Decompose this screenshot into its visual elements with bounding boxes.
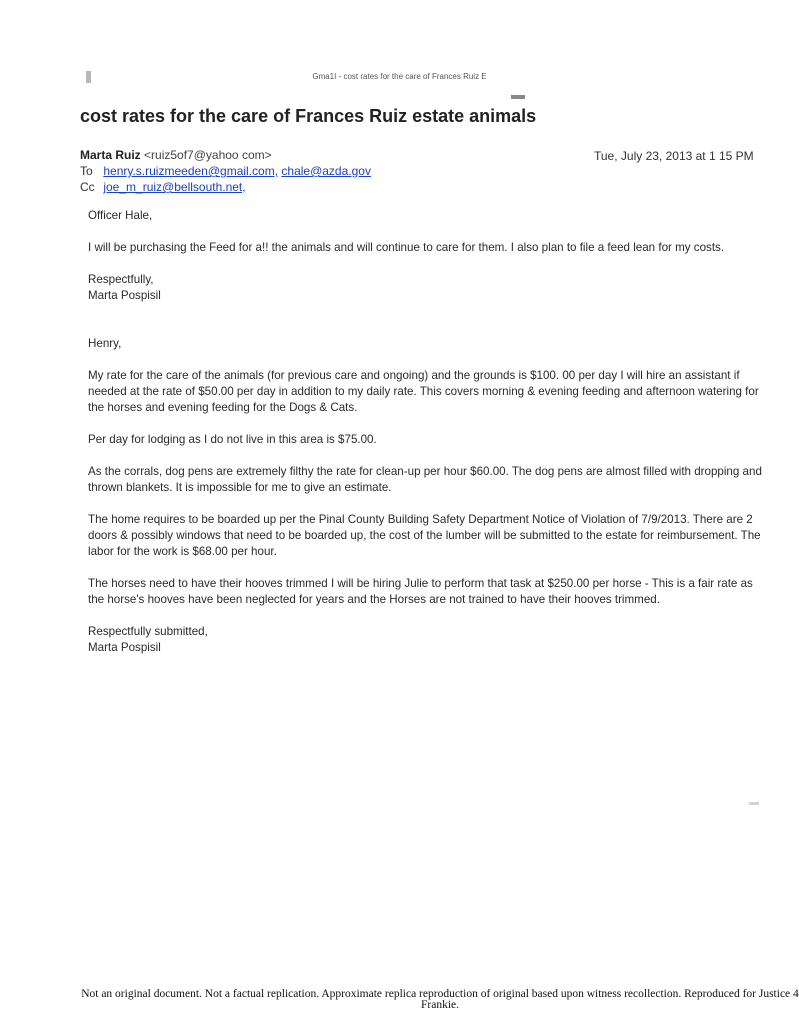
greeting-officer: Officer Hale, <box>88 209 153 222</box>
scan-mark-small <box>749 802 759 805</box>
footer-disclaimer: Not an original document. Not a factual replication. Approximate replica reproduction of original based upon witness recollection. Reproduced for Justice 4 Frankie. <box>81 988 799 1011</box>
to-recipient-2[interactable]: chale@azda.gov <box>281 164 371 178</box>
signoff-1: Respectfully, <box>88 273 154 286</box>
signature-2: Marta Pospisil <box>88 641 161 654</box>
paragraph-lodging: Per day for lodging as I do not live in this area is $75.00. <box>88 433 377 446</box>
signoff-2: Respectfully submitted, <box>88 625 208 638</box>
paragraph-feed: I will be purchasing the Feed for a!! the animals and will continue to care for them. I also plan to file a feed lean for my costs. <box>88 241 725 254</box>
cc-recipient-1[interactable]: joe_m_ruiz@bellsouth.net, <box>103 180 246 194</box>
sender-email: <ruiz5of7@yahoo com> <box>144 148 272 162</box>
to-row <box>80 163 780 179</box>
email-subject: cost rates for the care of Frances Ruiz estate animals <box>80 106 537 126</box>
paragraph-hooves: The horses need to have their hooves trimmed I will be hiring Julie to perform that task at $250.00 per horse - This is a fair rate as the horse's hooves have been neglected for years and the Horses are not trained to have their hooves trimmed. <box>88 577 753 606</box>
sender-name: Marta Ruiz <box>80 148 141 162</box>
paragraph-boarding: The home requires to be boarded up per the Pinal County Building Safety Department Notice of Violation of 7/9/2013. There are 2 doors & possibly windows that need to be boarded up, the cost of the lumber will be submitted to the estate for reimbursement. The labor for the work is $68.00 per hour. <box>88 513 761 558</box>
to-label: To <box>80 164 93 178</box>
page-running-header: Gma1I - cost rates for the care of Frances Ruiz E <box>312 72 487 81</box>
paragraph-rates: My rate for the care of the animals (for previous care and ongoing) and the grounds is $100. 00 per day I will hire an assistant if needed at the rate of $50.00 per day in addition to my daily rate. This covers morning & evening feeding and afternoon watering for the horses and evening feeding for the Dogs & Cats. <box>88 369 759 414</box>
signature-1: Marta Pospisil <box>88 289 161 302</box>
cc-label: Cc <box>80 180 95 194</box>
scan-mark-dash <box>511 95 525 99</box>
email-date: Tue, July 23, 2013 at 1 15 PM <box>594 149 754 163</box>
greeting-henry: Henry, <box>88 337 122 350</box>
cc-row <box>80 179 780 195</box>
paragraph-cleanup: As the corrals, dog pens are extremely filthy the rate for clean-up per hour $60.00. The dog pens are almost filled with dropping and thrown blankets. It is impossible for me to give an estimate. <box>88 465 762 494</box>
to-recipient-1[interactable]: henry.s.ruizmeeden@gmail.com, <box>103 164 279 178</box>
email-body <box>88 208 768 656</box>
